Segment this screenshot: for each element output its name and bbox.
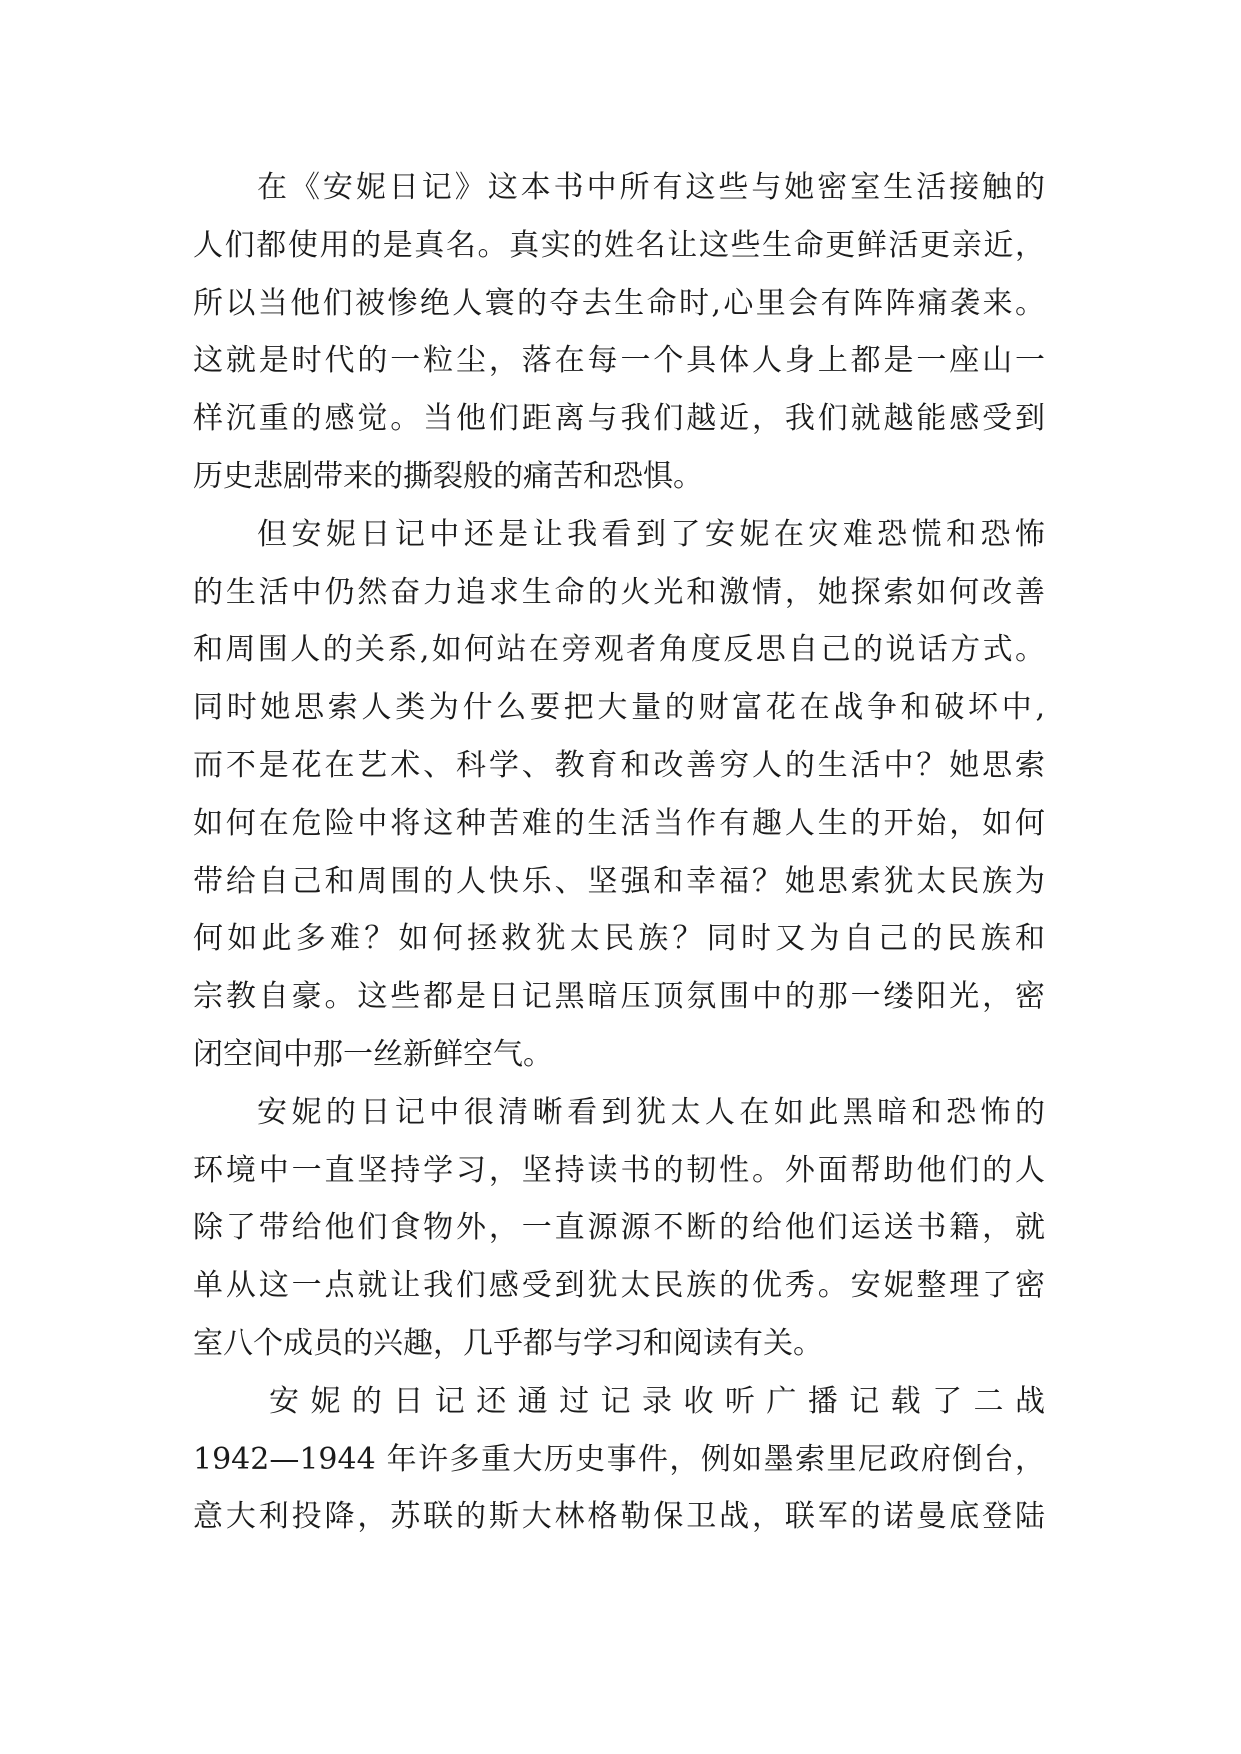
paragraph-1-line-6: 历史悲剧带来的撕裂般的痛苦和恐惧。	[193, 458, 703, 494]
paragraph-2-line-9: 宗教自豪。这些都是日记黑暗压顶氛围中的那一缕阳光，密	[193, 979, 1045, 1015]
paragraph-2-line-7: 带给自己和周围的人快乐、坚强和幸福？她思索犹太民族为	[193, 863, 1045, 899]
paragraph-3-line-1: 安妮的日记中很清晰看到犹太人在如此黑暗和恐怖的	[257, 1094, 1045, 1130]
body-text	[193, 159, 1073, 1546]
paragraph-4-line-1: 安妮的日记还通过记录收听广播记载了二战	[269, 1383, 1045, 1419]
paragraph-2-line-3: 和周围人的关系,如何站在旁观者角度反思自己的说话方式。	[193, 632, 1045, 668]
paragraph-1-line-2: 人们都使用的是真名。真实的姓名让这些生命更鲜活更亲近，	[193, 227, 1045, 263]
paragraph-4-line-2: 1942—1944 年许多重大历史事件，例如墨索里尼政府倒台，	[193, 1441, 1045, 1477]
paragraph-1-line-3: 所以当他们被惨绝人寰的夺去生命时,心里会有阵阵痛袭来。	[193, 285, 1045, 321]
paragraph-1-line-1: 在《安妮日记》这本书中所有这些与她密室生活接触的	[257, 170, 1045, 205]
paragraph-2-line-6: 如何在危险中将这种苦难的生活当作有趣人生的开始，如何	[193, 805, 1045, 841]
paragraph-3-line-5: 室八个成员的兴趣，几乎都与学习和阅读有关。	[193, 1325, 823, 1361]
paragraph-1-line-4: 这就是时代的一粒尘，落在每一个具体人身上都是一座山一	[193, 343, 1045, 379]
paragraph-4-line-3: 意大利投降，苏联的斯大林格勒保卫战，联军的诺曼底登陆	[193, 1499, 1045, 1535]
paragraph-3-line-4: 单从这一点就让我们感受到犹太民族的优秀。安妮整理了密	[193, 1268, 1045, 1304]
paragraph-2-line-4: 同时她思索人类为什么要把大量的财富花在战争和破坏中,	[193, 690, 1045, 726]
paragraph-2-line-8: 何如此多难？如何拯救犹太民族？同时又为自己的民族和	[193, 921, 1045, 957]
paragraph-3-line-3: 除了带给他们食物外，一直源源不断的给他们运送书籍，就	[193, 1210, 1045, 1246]
paragraph-2-line-1: 但安妮日记中还是让我看到了安妮在灾难恐慌和恐怖	[257, 516, 1045, 552]
paragraph-3-line-2: 环境中一直坚持学习，坚持读书的韧性。外面帮助他们的人	[193, 1152, 1045, 1188]
paragraph-1-line-5: 样沉重的感觉。当他们距离与我们越近，我们就越能感受到	[193, 401, 1045, 437]
paragraph-2-line-5: 而不是花在艺术、科学、教育和改善穷人的生活中？她思索	[193, 747, 1045, 783]
paragraph-2-line-2: 的生活中仍然奋力追求生命的火光和激情，她探索如何改善	[193, 574, 1045, 610]
paragraph-2-line-10: 闭空间中那一丝新鲜空气。	[193, 1036, 553, 1072]
